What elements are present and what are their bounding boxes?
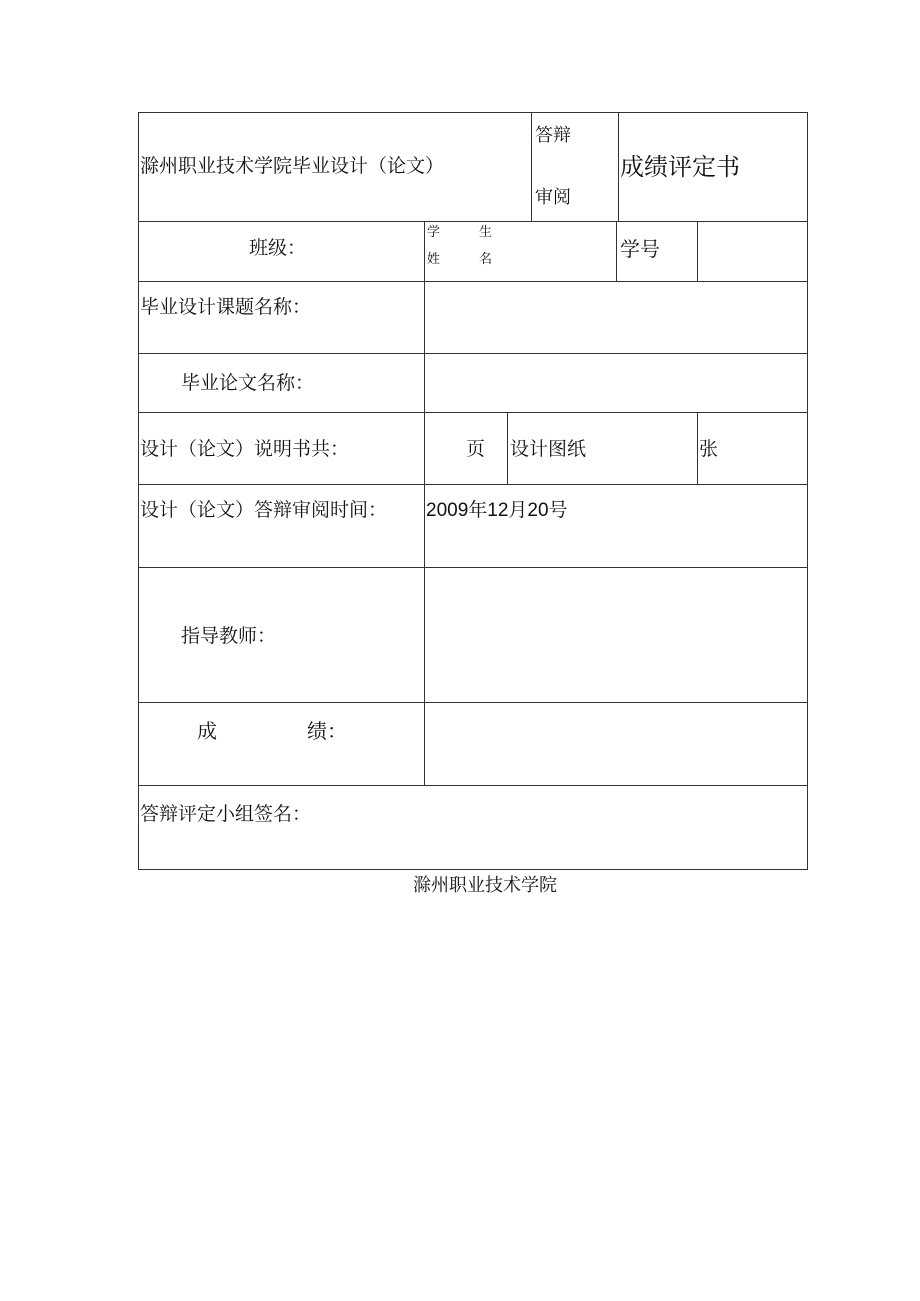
table-border-right bbox=[807, 112, 808, 870]
row-divider bbox=[138, 567, 808, 568]
column-divider bbox=[618, 112, 619, 222]
column-divider bbox=[616, 221, 617, 282]
committee-signature-label: 答辩评定小组签名： bbox=[140, 803, 312, 825]
review-label: 审阅 bbox=[535, 187, 571, 208]
footer-institution: 滁州职业技术学院 bbox=[413, 875, 557, 896]
column-divider bbox=[697, 221, 698, 282]
grade-label: 成 bbox=[197, 719, 217, 743]
student-name-label: 姓 bbox=[427, 252, 441, 267]
column-divider bbox=[697, 412, 698, 485]
table-border-left bbox=[138, 112, 139, 870]
thesis-label: 毕业论文名称： bbox=[181, 372, 315, 394]
column-divider bbox=[424, 281, 425, 786]
student-name-label: 学 bbox=[427, 225, 441, 240]
student-id-label: 学号 bbox=[620, 237, 660, 261]
drawings-unit: 张 bbox=[699, 438, 719, 460]
form-title: 滁州职业技术学院毕业设计（论文） bbox=[140, 155, 445, 177]
table-border-top bbox=[138, 112, 808, 113]
column-divider bbox=[424, 221, 425, 282]
student-name-label: 生 bbox=[479, 225, 493, 240]
defense-time-value: 2009年12月20号 bbox=[426, 500, 568, 521]
row-divider bbox=[138, 412, 808, 413]
row-divider bbox=[138, 785, 808, 786]
defense-label: 答辩 bbox=[535, 125, 571, 146]
row-divider bbox=[138, 702, 808, 703]
column-divider bbox=[507, 412, 508, 485]
advisor-label: 指导教师： bbox=[181, 625, 277, 647]
row-divider bbox=[138, 221, 808, 222]
grade-label: 绩： bbox=[307, 719, 347, 743]
class-label: 班级： bbox=[249, 237, 307, 259]
table-border-bottom bbox=[138, 869, 808, 870]
row-divider bbox=[138, 484, 808, 485]
drawings-label: 设计图纸 bbox=[510, 438, 587, 460]
column-divider bbox=[531, 112, 532, 222]
row-divider bbox=[138, 353, 808, 354]
pages-unit: 页 bbox=[466, 438, 486, 460]
pages-label: 设计（论文）说明书共： bbox=[140, 438, 350, 460]
defense-time-label: 设计（论文）答辩审阅时间： bbox=[140, 499, 388, 521]
form-subtitle: 成绩评定书 bbox=[620, 153, 740, 181]
student-name-label: 名 bbox=[479, 252, 493, 267]
row-divider bbox=[138, 281, 808, 282]
topic-label: 毕业设计课题名称： bbox=[140, 296, 312, 318]
